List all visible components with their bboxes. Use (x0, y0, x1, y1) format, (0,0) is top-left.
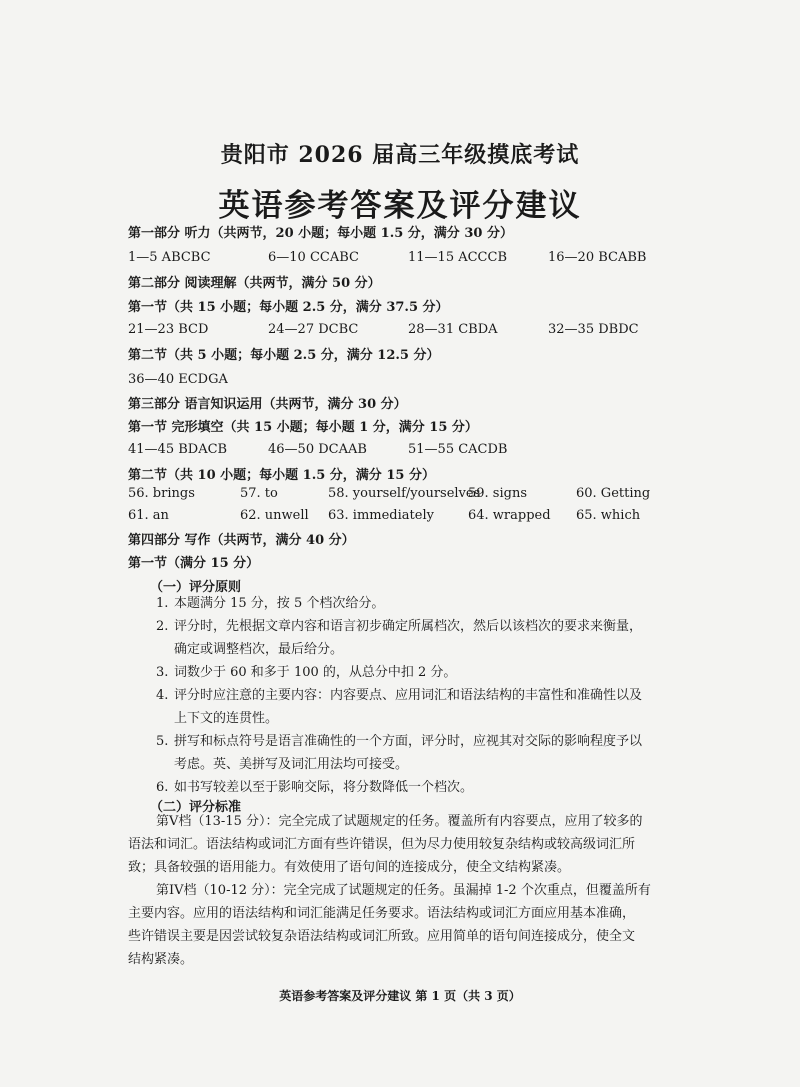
list-number: 5. (156, 734, 169, 749)
cloze-answer: 60. Getting (576, 486, 651, 501)
list-item (156, 615, 676, 638)
page-footer: 英语参考答案及评分建议 第 1 页（共 3 页） (279, 989, 521, 1003)
answer-group: 11—15 ACCCB (408, 250, 507, 265)
cloze-answer: 63. immediately (328, 508, 434, 523)
list-item-continuation: 考虑。英、美拼写及词汇用法均可接受。 (174, 757, 409, 772)
answer-group: 36—40 ECDGA (128, 372, 228, 387)
list-text: 拼写和标点符号是语言准确性的一个方面，评分时，应视其对交际的影响程度予以 (174, 734, 643, 749)
standard-line: 致；具备较强的语用能力。有效使用了语句间的连接成分，使全文结构紧凑。 (128, 860, 571, 875)
list-text: 本题满分 15 分，按 5 个档次给分。 (174, 596, 385, 611)
answer-group: 16—20 BCABB (548, 250, 647, 265)
part3-section1-heading: 第一节 完形填空（共 15 小题；每小题 1 分，满分 15 分） (128, 420, 478, 435)
cloze-answer: 59. signs (468, 486, 528, 501)
cloze-answer: 56. brings (128, 486, 195, 501)
list-item (156, 730, 676, 753)
cloze-answer: 64. wrapped (468, 508, 551, 523)
list-number: 4. (156, 688, 169, 703)
list-item (156, 592, 676, 615)
list-item-continuation: 确定或调整档次，最后给分。 (174, 642, 344, 657)
standards-body (128, 810, 688, 971)
list-text: 评分时，先根据文章内容和语言初步确定所属档次，然后以该档次的要求来衡量， (174, 619, 643, 634)
cloze-answer: 58. yourself/yourselves (328, 486, 481, 501)
part2-section2-heading: 第二节（共 5 小题；每小题 2.5 分，满分 12.5 分） (128, 348, 440, 363)
standard-line: 结构紧凑。 (128, 952, 194, 967)
cloze-answer: 57. to (240, 486, 278, 501)
part2-section1-heading: 第一节（共 15 小题；每小题 2.5 分，满分 37.5 分） (128, 300, 449, 315)
standards-heading: （二）评分标准 (150, 800, 242, 815)
answer-group: 46—50 DCAAB (268, 442, 367, 457)
part1-heading: 第一部分 听力（共两节，20 小题；每小题 1.5 分，满分 30 分） (128, 226, 513, 241)
document-title: 英语参考答案及评分建议 (218, 188, 582, 224)
list-text: 如书写较差以至于影响交际，将分数降低一个档次。 (174, 780, 474, 795)
part3-section2-heading: 第二节（共 10 小题；每小题 1.5 分，满分 15 分） (128, 468, 435, 483)
answer-group: 6—10 CCABC (268, 250, 359, 265)
cloze-answer: 61. an (128, 508, 169, 523)
list-number: 6. (156, 780, 169, 795)
part2-heading: 第二部分 阅读理解（共两节，满分 50 分） (128, 276, 381, 291)
standard-line: 第V档（13-15 分）：完全完成了试题规定的任务。覆盖所有内容要点，应用了较多的 (156, 814, 643, 829)
answer-group: 24—27 DCBC (268, 322, 359, 337)
part4-section1-heading: 第一节（满分 15 分） (128, 556, 260, 571)
list-item-continuation: 上下文的连贯性。 (174, 711, 279, 726)
list-item (156, 661, 676, 684)
standard-line: 第IV档（10-12 分）：完全完成了试题规定的任务。虽漏掉 1-2 个次重点，但覆盖所有 (156, 883, 651, 898)
standard-line: 语法和词汇。语法结构或词汇方面有些许错误，但为尽力使用较复杂结构或较高级词汇所 (128, 837, 636, 852)
list-number: 3. (156, 665, 169, 680)
cloze-answer: 62. unwell (240, 508, 309, 523)
standard-line: 主要内容。应用的语法结构和词汇能满足任务要求。语法结构或词汇方面应用基本准确， (128, 906, 636, 921)
answer-group: 41—45 BDACB (128, 442, 228, 457)
principles-list (156, 592, 676, 799)
principles-heading: （一）评分原则 (150, 580, 242, 595)
exam-title: 贵阳市 2026 届高三年级摸底考试 (220, 142, 580, 168)
list-text: 词数少于 60 和多于 100 的，从总分中扣 2 分。 (174, 665, 457, 680)
part3-heading: 第三部分 语言知识运用（共两节，满分 30 分） (128, 397, 407, 412)
answer-group: 51—55 CACDB (408, 442, 508, 457)
list-number: 1. (156, 596, 169, 611)
list-text: 评分时应注意的主要内容：内容要点、应用词汇和语法结构的丰富性和准确性以及 (174, 688, 643, 703)
part4-heading: 第四部分 写作（共两节，满分 40 分） (128, 533, 355, 548)
answer-group: 32—35 DBDC (548, 322, 639, 337)
answer-group: 28—31 CBDA (408, 322, 498, 337)
list-item (156, 684, 676, 707)
answer-group: 21—23 BCD (128, 322, 209, 337)
cloze-answer: 65. which (576, 508, 641, 523)
standard-line: 些许错误主要是因尝试较复杂语法结构或词汇所致。应用简单的语句间连接成分，使全文 (128, 929, 636, 944)
list-number: 2. (156, 619, 169, 634)
answer-group: 1—5 ABCBC (128, 250, 211, 265)
